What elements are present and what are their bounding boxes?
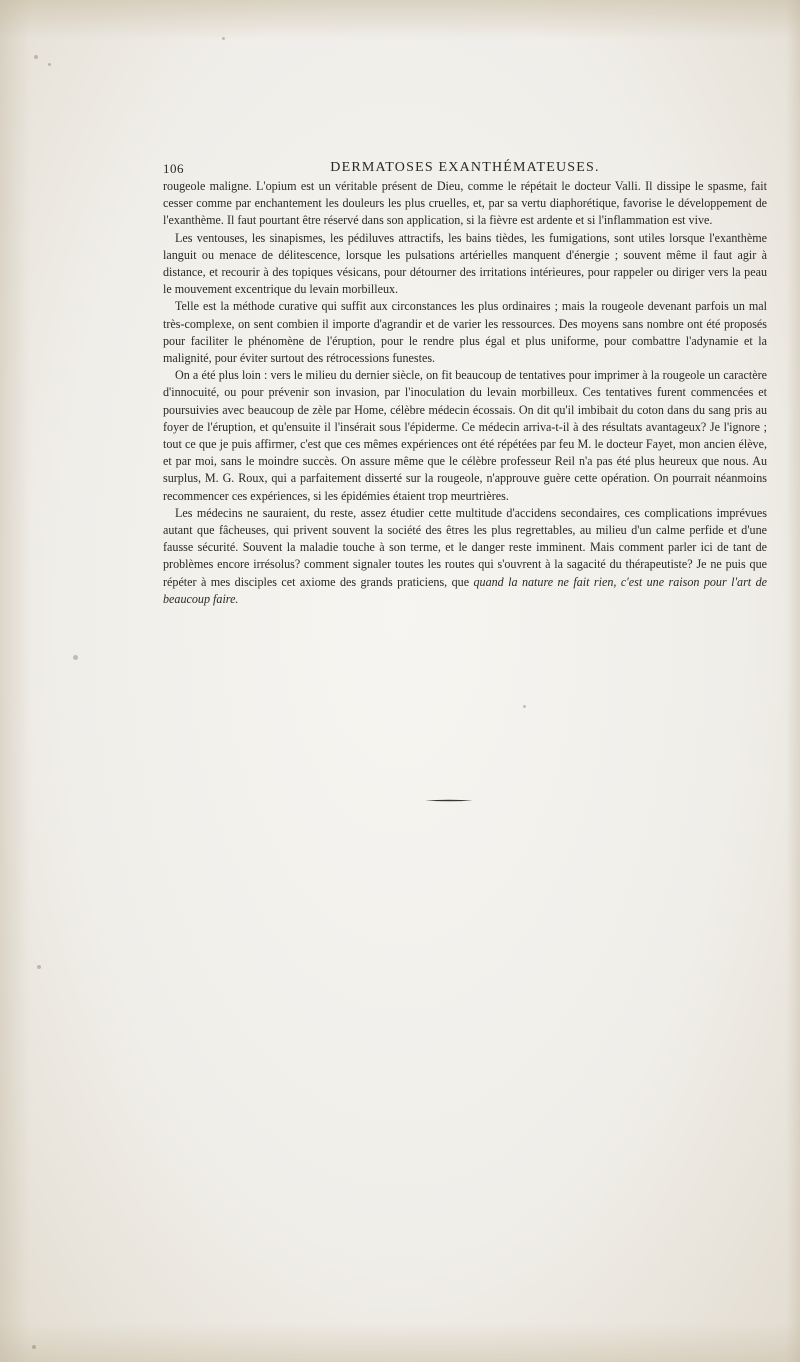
body-text: [163, 178, 767, 608]
paper-speck: [37, 965, 41, 969]
paragraph-text: Les médecins ne sauraient, du reste, assez étudier cette multitude d'accidens secondaires, ces complications imprévues autant que fâcheuses, qui privent souvent la société des êtres les plus regrettables, au milieu d'un calme perfide et d'une fausse sécurité. Souvent la maladie touche à son terme, et le danger reste imminent. Mais comment parler ici de tant de problèmes encore irrésolus? comment signaler toutes les routes qui s'ouvrent à la sagacité du thérapeutiste? Je ne puis que répéter à mes disciples cet axiome des grands praticiens, que: [163, 505, 767, 589]
paragraph: rougeole maligne. L'opium est un véritable présent de Dieu, comme le répétait le docteur Valli. Il dissipe le spasme, fait cesser comme par enchantement les douleurs les plus cruelles, et, par sa vertu diaphorétique, favorise le développement de l'exanthème. Il faut pourtant être réservé dans son application, si la fièvre est ardente et si l'inflammation est vive.: [163, 179, 767, 228]
paper-speck: [34, 55, 38, 59]
paper-edge-right: [786, 0, 800, 1362]
page-header: [163, 158, 767, 180]
paper-edge-bottom: [0, 1322, 800, 1362]
paper-speck: [48, 63, 51, 66]
paragraph: On a été plus loin : vers le milieu du dernier siècle, on fit beaucoup de tentatives pour imprimer à la rougeole un caractère d'innocuité, ou pour prévenir son invasion, par l'inoculation du levain morbilleux. Ces tentatives furent commencées et poursuivies avec beaucoup de zèle par Home, célèbre médecin écossais. On dit qu'il imbibait du coton dans du sang pris au foyer de l'éruption, et qu'ensuite il l'insérait sous l'épiderme. Ce médecin arriva-t-il à des résultats avantageux? Je l'ignore ; tout ce que je puis affirmer, c'est que ces mêmes expériences ont été répétées par feu M. le docteur Fayet, mon ancien élève, et par moi, sans le moindre succès. On assure même que le célèbre professeur Reil n'a pas été plus heureux que nous. Au surplus, M. G. Roux, qui a parfaitement disserté sur la rougeole, n'approuve guère cette opération. On pourrait néanmoins recommencer ces expériences, si les épidémies étaient trop meurtrières.: [163, 368, 767, 503]
paper-speck: [73, 655, 78, 660]
paper-speck: [32, 1345, 36, 1349]
paragraph: Les ventouses, les sinapismes, les pédiluves attractifs, les bains tièdes, les fumigations, sont utiles lorsque l'exanthème languit ou menace de délitescence, lorsque les pulsations artérielles manquent d'énergie ; souvent même il faut agir à distance, et recourir à des topiques vésicans, pour détourner des irritations intérieures, pour rappeler ou diriger vers la peau le mouvement excentrique du levain morbilleux.: [163, 230, 767, 297]
paragraph: [163, 505, 767, 608]
paper-speck: [222, 37, 225, 40]
paragraph: Telle est la méthode curative qui suffit aux circonstances les plus ordinaires ; mais la rougeole devenant parfois un mal très-complexe, on sent combien il importe d'agrandir et de varier les ressources. Des moyens sans nombre ont été proposés pour faciliter le phénomène de l'éruption, pour le rendre plus égal et plus uniforme, pour combattre l'adynamie et la malignité, pour éviter surtout des rétrocessions funestes.: [163, 299, 767, 366]
end-rule: [425, 799, 473, 801]
closing-axiom-italic: quand la nature ne fait rien, c'est une raison pour l'art de beaucoup faire.: [163, 574, 767, 606]
paper-edge-top: [0, 0, 800, 40]
end-rule-line: [425, 799, 473, 802]
running-title: DERMATOSES EXANTHÉMATEUSES.: [330, 160, 600, 175]
page-number: 106: [163, 161, 184, 176]
paper-edge-left: [0, 0, 30, 1362]
paper-speck: [523, 705, 526, 708]
